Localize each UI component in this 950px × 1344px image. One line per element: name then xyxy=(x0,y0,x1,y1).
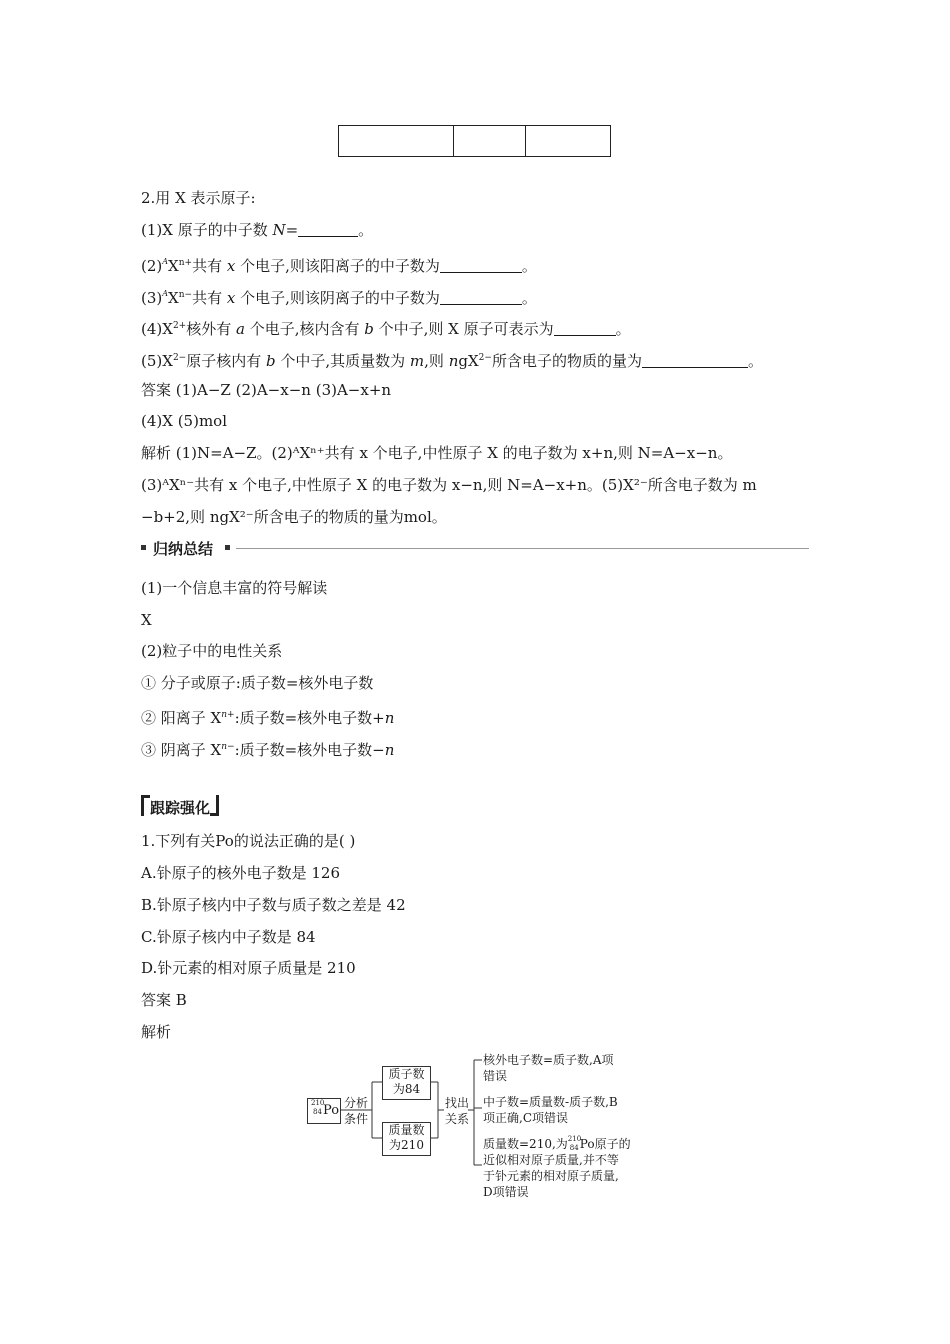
find-label: 找出 xyxy=(445,1096,470,1110)
result-text: 近似相对原子质量,并不等 xyxy=(483,1153,619,1167)
practice-question: 1.下列有关Po的说法正确的是( ) xyxy=(141,832,356,850)
explanation-line-3: −b+2,则 ngX²⁻所含电子的物质的量为mol。 xyxy=(141,508,447,526)
explanation-line-1: 解析 (1)N=A−Z。(2)ᴬXⁿ⁺共有 x 个电子,中性原子 X 的电子数为 x+n,则 N=A−x−n。 xyxy=(141,444,733,462)
result-text: 错误 xyxy=(483,1069,508,1083)
explanation-line-2: (3)ᴬXⁿ⁻共有 x 个电子,中性原子 X 的电子数为 x−n,则 N=A−x+n。(5)X²⁻所含电子数为 m xyxy=(141,476,757,494)
subquestion-3: $(3)^AX^{n-}$共有 x 个电子,则该阴离子的中子数为 。 xyxy=(141,289,537,307)
question-title: 2.用 X 表示原子: xyxy=(141,189,256,207)
option-b: B.钋原子核内中子数与质子数之差是 42 xyxy=(141,896,406,914)
option-d: D.钋元素的相对原子质量是 210 xyxy=(141,959,356,977)
answer-line-1: 答案 (1)A−Z (2)A−x−n (3)A−x+n xyxy=(141,381,392,399)
summary-line: ② 阳离子 $X^{n+}$:质子数=核外电子数+n xyxy=(141,709,395,727)
summary-line: (2)粒子中的电性关系 xyxy=(141,642,283,660)
subquestion-4: $(4)X^{2+}$核外有 a 个电子,核内含有 b 个中子,则 X 原子可表示为 。 xyxy=(141,320,631,338)
answer-line-2: (4)X (5)mol xyxy=(141,412,227,430)
result-text: 于钋元素的相对原子质量, xyxy=(483,1169,619,1183)
summary-line: ③ 阴离子 $X^{n-}$:质子数=核外电子数−n xyxy=(141,741,395,759)
practice-explanation: 解析 xyxy=(141,1023,172,1041)
option-a: A.钋原子的核外电子数是 126 xyxy=(141,864,341,882)
summary-heading: 归纳总结 xyxy=(141,538,809,558)
practice-heading: 跟踪强化 xyxy=(141,795,219,818)
summary-line: X xyxy=(141,611,152,629)
option-c: C.钋原子核内中子数是 84 xyxy=(141,928,316,946)
subquestion-2: $(2)^AX^{n+}$共有 x 个电子,则该阳离子的中子数为 。 xyxy=(141,257,537,275)
result-text: D项错误 xyxy=(483,1185,529,1199)
result-text: 质量数=210,为 210 84 Po原子的 xyxy=(483,1135,631,1152)
proton-box: 质子数 为84 xyxy=(382,1066,431,1100)
result-text: 中子数=质量数-质子数,B xyxy=(483,1095,618,1109)
analyze-label: 条件 xyxy=(344,1112,369,1126)
subquestion-5: $(5)X^{2-}$原子核内有 b 个中子,其质量数为 m,则 ngX$^{2-}$所含电子的物质的量为 。 xyxy=(141,352,763,370)
result-text: 核外电子数=质子数,A项 xyxy=(483,1053,614,1067)
mass-box: 质量数 为210 xyxy=(382,1122,431,1156)
summary-line: (1)一个信息丰富的符号解读 xyxy=(141,579,328,597)
find-label: 关系 xyxy=(445,1112,470,1126)
analyze-label: 分析 xyxy=(344,1096,369,1110)
po-nuclide-box: 210 84 Po xyxy=(307,1098,341,1124)
subquestion-1: (1)X 原子的中子数 N= 。 xyxy=(141,221,374,239)
result-text: 项正确,C项错误 xyxy=(483,1111,568,1125)
summary-line: ① 分子或原子:质子数=核外电子数 xyxy=(141,674,374,692)
practice-answer: 答案 B xyxy=(141,991,187,1009)
